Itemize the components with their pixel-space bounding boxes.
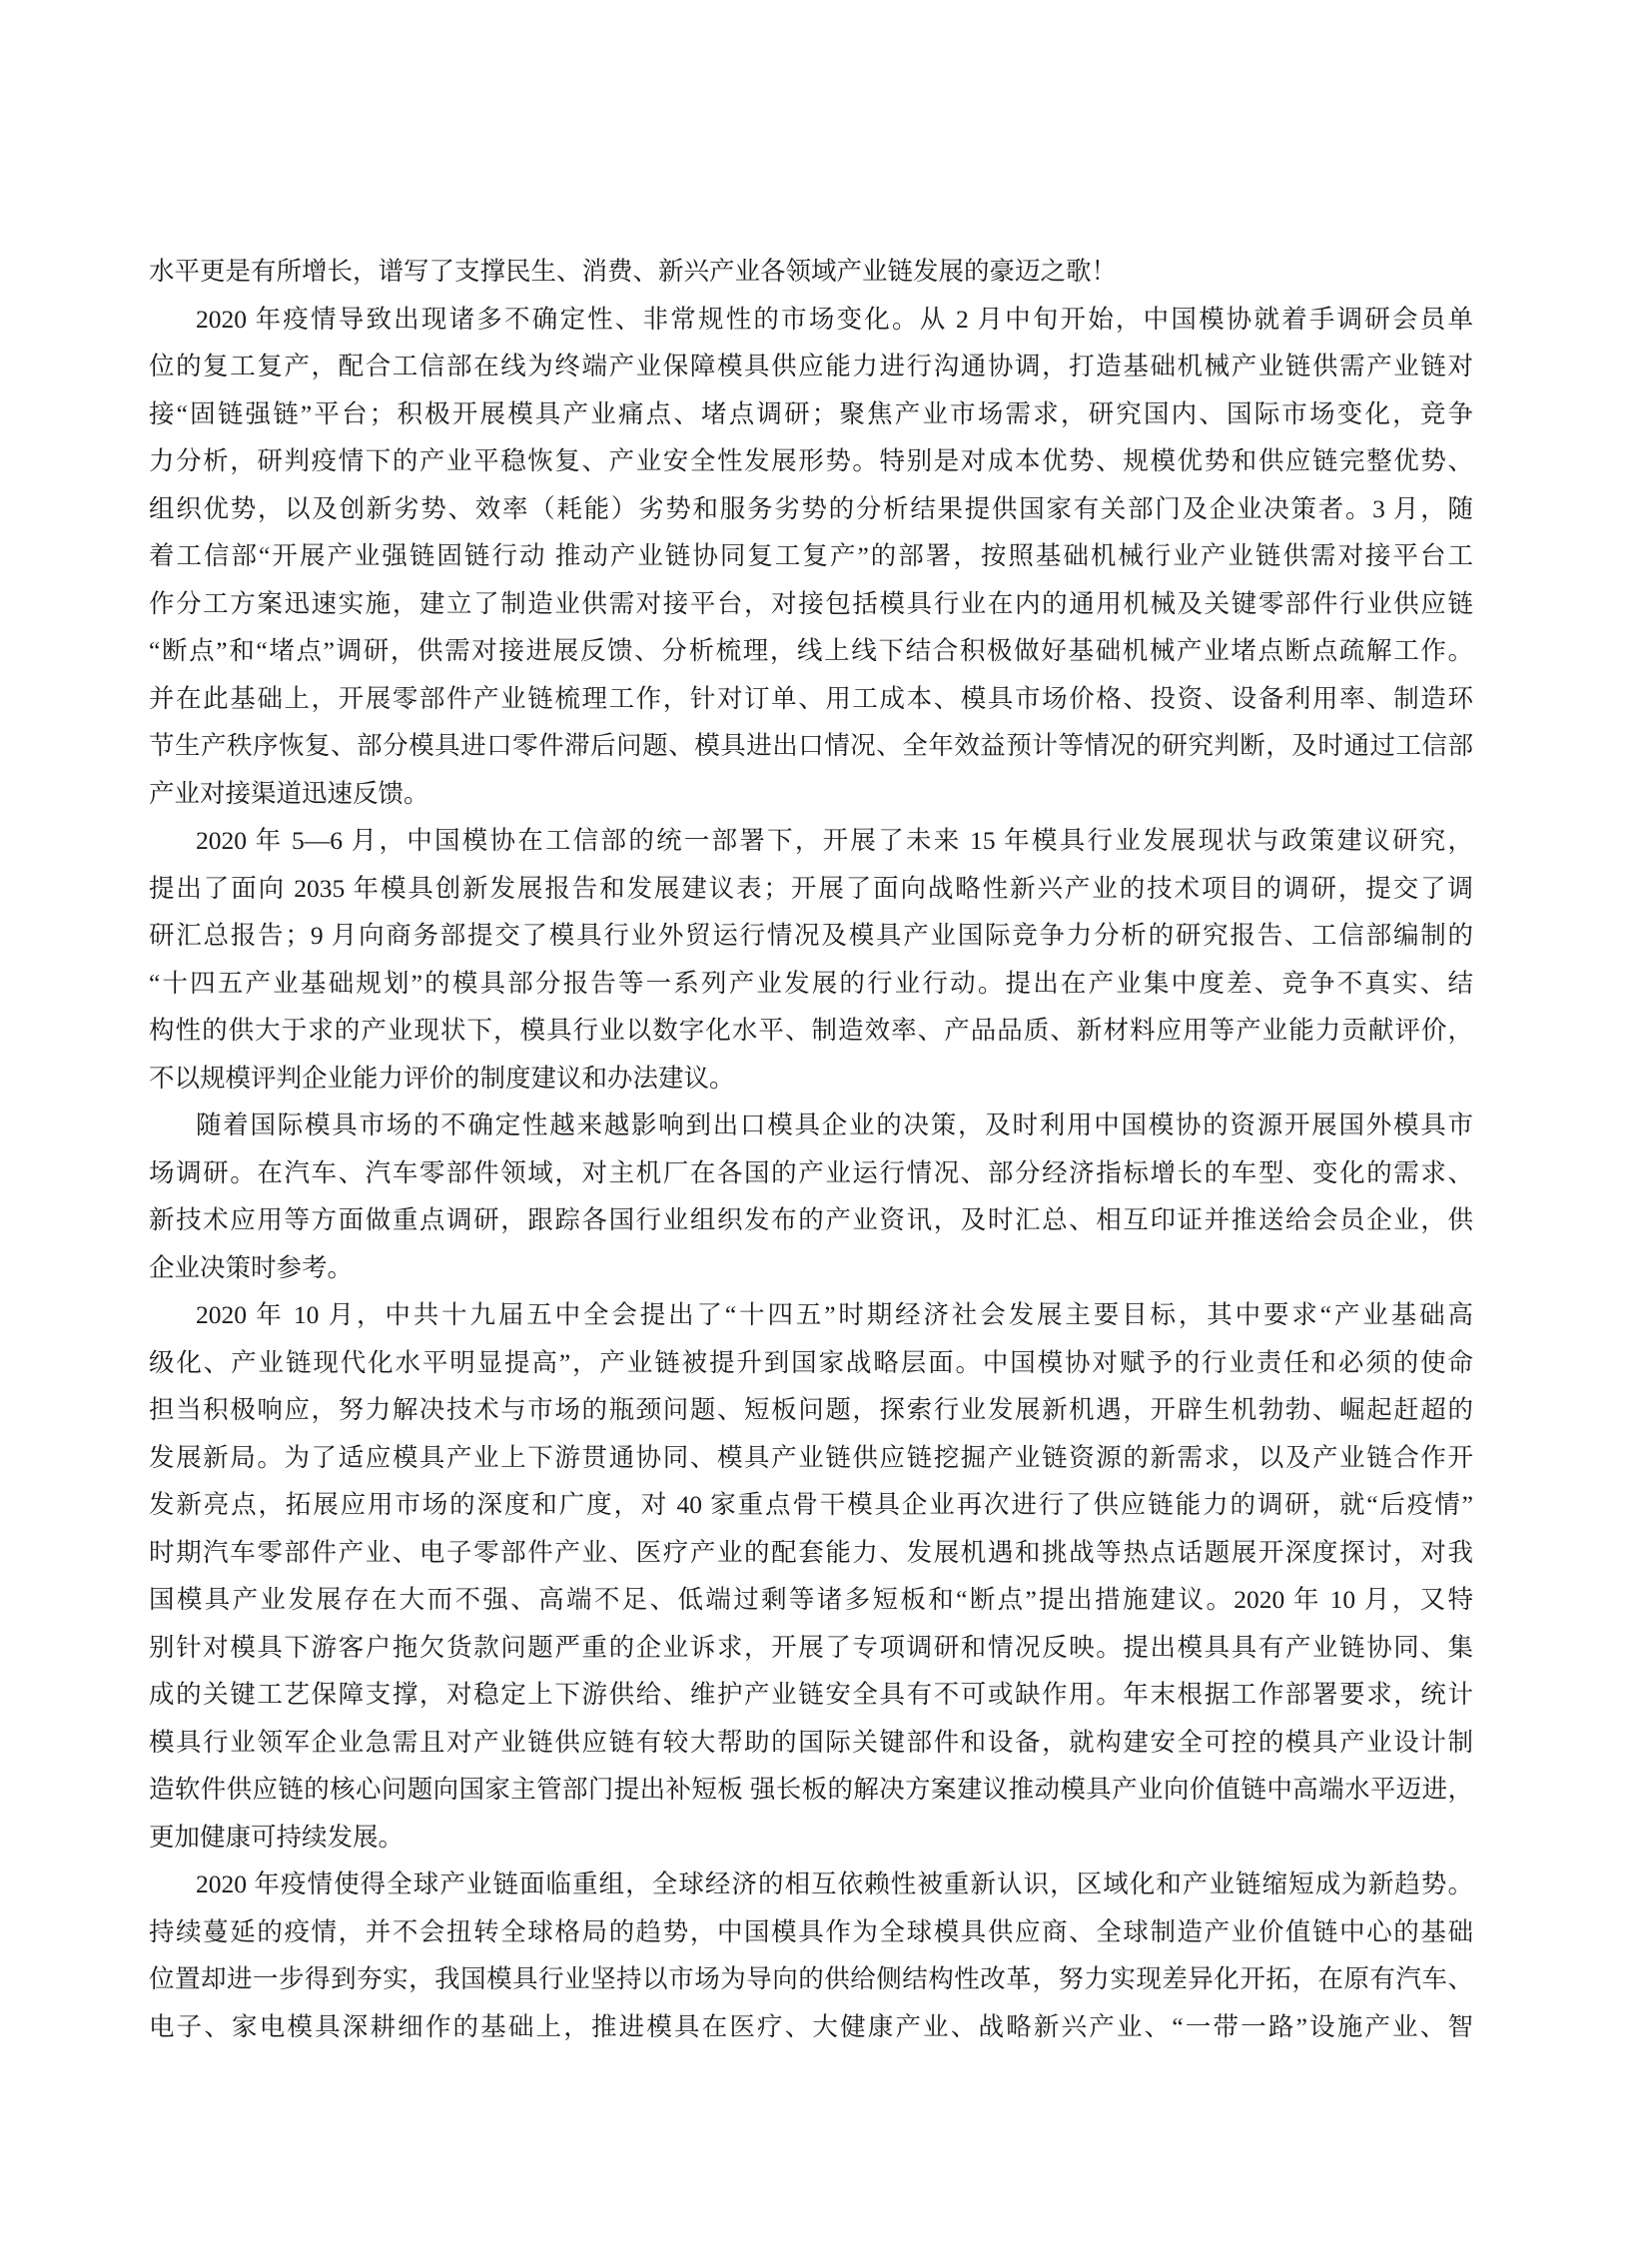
text-line: 发新亮点，拓展应用市场的深度和广度，对 40 家重点骨干模具企业再次进行了供应链能力的调研，就“后疫情” [149, 1490, 1473, 1519]
text-line: 担当积极响应，努力解决技术与市场的瓶颈问题、短板问题，探索行业发展新机遇，开辟生机勃勃、崛起赶超的 [149, 1395, 1473, 1424]
text-line: 成的关键工艺保障支撑，对稳定上下游供给、维护产业链安全具有不可或缺作用。年末根据工作部署要求，统计 [149, 1680, 1473, 1709]
paragraph [149, 1291, 1473, 1861]
paragraph [149, 1102, 1473, 1291]
text-line: 随着国际模具市场的不确定性越来越影响到出口模具企业的决策，及时利用中国模协的资源开展国外模具市 [196, 1111, 1473, 1139]
text-line: 持续蔓延的疫情，并不会扭转全球格局的趋势，中国模具作为全球模具供应商、全球制造产业价值链中心的基础 [149, 1916, 1473, 1946]
text-line: 企业决策时参考。 [149, 1252, 354, 1282]
paragraph [149, 296, 1473, 818]
text-line: 作分工方案迅速实施，建立了制造业供需对接平台，对接包括模具行业在内的通用机械及关键零部件行业供应链 [149, 588, 1473, 618]
text-line: “断点”和“堵点”调研，供需对接进展反馈、分析梳理，线上线下结合积极做好基础机械产业堵点断点疏解工作。 [149, 636, 1473, 665]
text-line: 2020 年 5—6 月，中国模协在工信部的统一部署下，开展了未来 15 年模具行业发展现状与政策建议研究， [196, 826, 1473, 855]
text-line: 并在此基础上，开展零部件产业链梳理工作，针对订单、用工成本、模具市场价格、投资、设备利用率、制造环 [149, 683, 1473, 713]
paragraph [149, 248, 1473, 296]
text-line: 2020 年 10 月，中共十九届五中全会提出了“十四五”时期经济社会发展主要目标，其中要求“产业基础高 [196, 1300, 1473, 1329]
text-line: 位的复工复产，配合工信部在线为终端产业保障模具供应能力进行沟通协调，打造基础机械产业链供需产业链对 [149, 352, 1473, 380]
text-line: “十四五产业基础规划”的模具部分报告等一系列产业发展的行业行动。提出在产业集中度差、竞争不真实、结 [149, 968, 1473, 998]
text-line: 2020 年疫情导致出现诸多不确定性、非常规性的市场变化。从 2 月中旬开始，中国模协就着手调研会员单 [196, 304, 1473, 334]
text-line: 新技术应用等方面做重点调研，跟踪各国行业组织发布的产业资讯，及时汇总、相互印证并推送给会员企业，供 [149, 1205, 1473, 1234]
text-line: 级化、产业链现代化水平明显提高”，产业链被提升到国家战略层面。中国模协对赋予的行业责任和必须的使命 [149, 1347, 1473, 1377]
text-line: 水平更是有所增长，谱写了支撑民生、消费、新兴产业各领域产业链发展的豪迈之歌！ [149, 257, 1118, 286]
text-block [149, 248, 1473, 2050]
text-line: 组织优势，以及创新劣势、效率（耗能）劣势和服务劣势的分析结果提供国家有关部门及企业决策者。3 月，随 [149, 493, 1473, 523]
text-line: 产业对接渠道迅速反馈。 [149, 778, 429, 808]
text-line: 节生产秩序恢复、部分模具进口零件滞后问题、模具进出口情况、全年效益预计等情况的研究判断，及时通过工信部 [149, 731, 1473, 760]
text-line: 国模具产业发展存在大而不强、高端不足、低端过剩等诸多短板和“断点”提出措施建议。2020 年 10 月，又特 [149, 1585, 1473, 1614]
paragraph [149, 1861, 1473, 2050]
text-line: 电子、家电模具深耕细作的基础上，推进模具在医疗、大健康产业、战略新兴产业、“一带一路”设施产业、智 [149, 2011, 1473, 2041]
text-line: 场调研。在汽车、汽车零部件领域，对主机厂在各国的产业运行情况、部分经济指标增长的车型、变化的需求、 [149, 1157, 1473, 1187]
text-line: 别针对模具下游客户拖欠货款问题严重的企业诉求，开展了专项调研和情况反映。提出模具具有产业链协同、集 [149, 1632, 1473, 1662]
text-line: 位置却进一步得到夯实，我国模具行业坚持以市场为导向的供给侧结构性改革，努力实现差异化开拓，在原有汽车、 [149, 1964, 1473, 1993]
text-line: 2020 年疫情使得全球产业链面临重组，全球经济的相互依赖性被重新认识，区域化和产业链缩短成为新趋势。 [196, 1869, 1473, 1898]
text-line: 提出了面向 2035 年模具创新发展报告和发展建议表；开展了面向战略性新兴产业的技术项目的调研，提交了调 [149, 873, 1473, 903]
text-line: 着工信部“开展产业强链固链行动 推动产业链协同复工复产”的部署，按照基础机械行业产业链供需对接平台工 [149, 541, 1473, 570]
text-line: 更加健康可持续发展。 [149, 1822, 405, 1852]
text-line: 力分析，研判疫情下的产业平稳恢复、产业安全性发展形势。特别是对成本优势、规模优势和供应链完整优势、 [149, 446, 1473, 475]
text-line: 发展新局。为了适应模具产业上下游贯通协同、模具产业链供应链挖掘产业链资源的新需求，以及产业链合作开 [149, 1442, 1473, 1472]
paragraph [149, 817, 1473, 1102]
text-line: 接“固链强链”平台；积极开展模具产业痛点、堵点调研；聚焦产业市场需求，研究国内、国际市场变化，竞争 [149, 398, 1473, 428]
text-line: 模具行业领军企业急需且对产业链供应链有较大帮助的国际关键部件和设备，就构建安全可控的模具产业设计制 [149, 1727, 1473, 1757]
text-line: 研汇总报告；9 月向商务部提交了模具行业外贸运行情况及模具产业国际竞争力分析的研究报告、工信部编制的 [149, 921, 1473, 950]
text-line: 时期汽车零部件产业、电子零部件产业、医疗产业的配套能力、发展机遇和挑战等热点话题展开深度探讨，对我 [149, 1537, 1473, 1567]
text-line: 造软件供应链的核心问题向国家主管部门提出补短板 强长板的解决方案建议推动模具产业向价值链中高端水平迈进， [149, 1775, 1473, 1804]
text-line: 构性的供大于求的产业现状下，模具行业以数字化水平、制造效率、产品品质、新材料应用等产业能力贡献评价， [149, 1016, 1473, 1045]
text-line: 不以规模评判企业能力评价的制度建议和办法建议。 [149, 1063, 735, 1093]
